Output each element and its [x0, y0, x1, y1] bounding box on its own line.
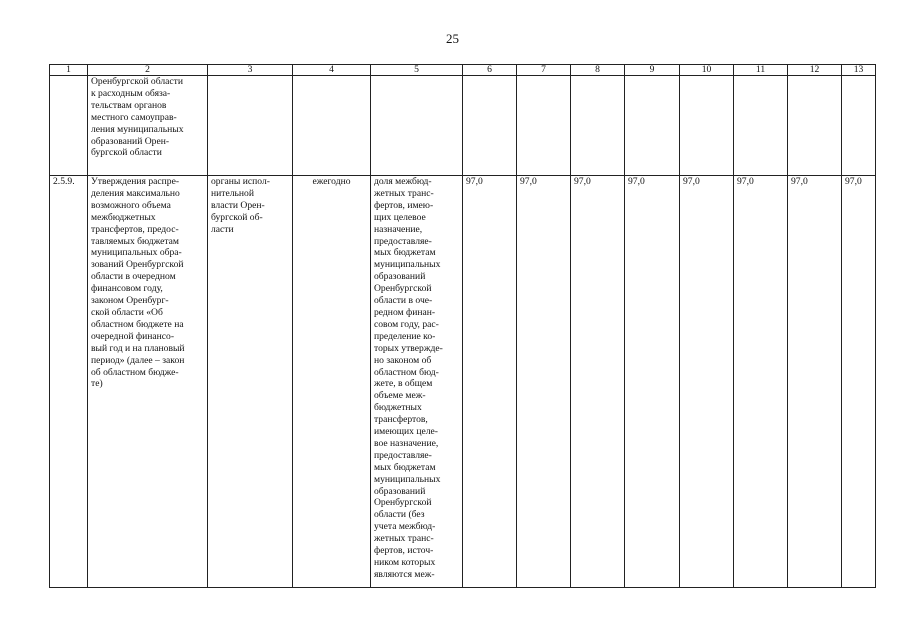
column-number-header: 5: [371, 65, 463, 76]
table-cell: [293, 76, 371, 176]
value-cell: 97,0: [842, 176, 876, 588]
table-cell: [50, 76, 88, 176]
table-cell: [680, 76, 734, 176]
table-cell: [517, 76, 571, 176]
value-cell: 97,0: [517, 176, 571, 588]
column-number-header: 12: [788, 65, 842, 76]
table-cell: [625, 76, 680, 176]
table-cell: [788, 76, 842, 176]
continuation-row: [50, 76, 876, 176]
column-number-header: 1: [50, 65, 88, 76]
measure-cell-continued: Оренбургской области к расходным обяза- тельствам органов местного самоуправ- ления муниципальных образований Орен- бургской области: [88, 76, 208, 176]
value-cell: 97,0: [463, 176, 517, 588]
value-cell: 97,0: [680, 176, 734, 588]
column-number-header: 11: [734, 65, 788, 76]
table-cell: [734, 76, 788, 176]
table-row: [50, 176, 876, 588]
value-cell: 97,0: [625, 176, 680, 588]
column-number-row: [50, 65, 876, 76]
value-cell: 97,0: [734, 176, 788, 588]
column-number-header: 10: [680, 65, 734, 76]
measure-cell: Утверждения распре- деления максимально возможного объема межбюджетных трансфертов, предос- тавляемых бюджетам муниципальных обра- зований Оренбургской области в очередном финансовом году, законом Оренбург- ской области «Об областном бюджете на очередной финансо- вый год и на плановый период» (далее – закон об областном бюдже- те): [88, 176, 208, 588]
column-number-header: 8: [571, 65, 625, 76]
page-number: 25: [446, 31, 459, 46]
executor-cell: органы испол- нительной власти Орен- бургской об- ласти: [208, 176, 293, 588]
value-cell: 97,0: [788, 176, 842, 588]
table-cell: [571, 76, 625, 176]
column-number-header: 9: [625, 65, 680, 76]
column-number-header: 4: [293, 65, 371, 76]
column-number-header: 2: [88, 65, 208, 76]
column-number-header: 7: [517, 65, 571, 76]
column-number-header: 13: [842, 65, 876, 76]
value-cell: 97,0: [571, 176, 625, 588]
table-cell: [371, 76, 463, 176]
column-number-header: 3: [208, 65, 293, 76]
table-cell: [208, 76, 293, 176]
indicators-table: [49, 64, 876, 588]
row-code-cell: 2.5.9.: [50, 176, 88, 588]
column-number-header: 6: [463, 65, 517, 76]
table-cell: [842, 76, 876, 176]
indicator-cell: доля межбюд- жетных транс- фертов, имею- щих целевое назначение, предоставляе- мых бюджетам муниципальных образований Оренбургской области в оче- редном финан- совом году, рас- пределение ко- торых утвержде- но законом об областном бюд- жете, в общем объеме меж- бюджетных трансфертов, имеющих целе- вое назначение, предоставляе- мых бюджетам муниципальных образований Оренбургской области (без учета межбюд- жетных транс- фертов, источ- ником которых являются меж-: [371, 176, 463, 588]
table-cell: [463, 76, 517, 176]
frequency-cell: ежегодно: [293, 176, 371, 588]
